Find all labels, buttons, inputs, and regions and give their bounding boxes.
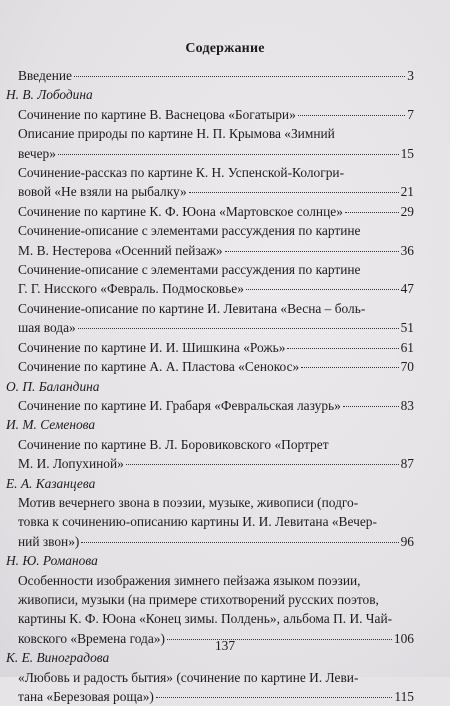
toc-entry-line: Сочинение-описание по картине И. Левитана «Весна – боль- <box>18 300 366 316</box>
toc-entry-last-line <box>18 66 414 85</box>
toc-entry <box>4 105 414 124</box>
toc-entry-text: Введение <box>18 68 72 83</box>
toc-entry-text: ковского «Времена года») <box>18 630 165 646</box>
dot-leader <box>343 406 399 407</box>
dot-leader <box>74 76 405 77</box>
toc-entry <box>4 493 414 551</box>
toc-entry-line: Особенности изображения зимнего пейзажа языком поэзии, <box>18 572 361 588</box>
toc-page-number: 87 <box>400 456 414 472</box>
dot-leader <box>345 212 399 213</box>
toc-entry <box>4 221 414 260</box>
toc-entry-text: Сочинение по картине А. А. Пластова «Сенокос» <box>18 359 300 375</box>
toc-entry <box>4 668 414 706</box>
dot-leader <box>246 289 399 290</box>
toc-entry-line: Сочинение-описание с элементами рассуждения по картине <box>18 223 361 239</box>
toc-page-number: 83 <box>400 397 414 413</box>
toc-page-number: 7 <box>407 106 414 122</box>
toc-entry-text: тана «Березовая роща») <box>18 689 154 704</box>
author-name: К. Е. Виноградова <box>6 650 110 666</box>
page-title: Содержание <box>185 41 265 56</box>
toc-page-number: 29 <box>400 203 414 219</box>
toc-entry <box>4 66 414 85</box>
toc-entry-text: Сочинение по картине И. И. Шишкина «Рожь» <box>18 339 286 355</box>
toc-entry-line: Сочинение-рассказ по картине К. Н. Успенской-Кологри- <box>18 165 345 181</box>
toc-page-number: 3 <box>407 68 414 83</box>
toc-page-number: 106 <box>393 630 414 646</box>
author-name: И. М. Семенова <box>6 417 96 433</box>
toc-page-number: 36 <box>400 242 414 258</box>
dot-leader <box>58 154 399 155</box>
toc-entry-text: вечер» <box>18 145 56 161</box>
author-name: Е. А. Казанцева <box>6 475 96 491</box>
dot-leader <box>156 697 393 698</box>
toc-entry <box>4 260 414 299</box>
toc-page-number: 70 <box>400 359 414 375</box>
toc-page-number: 15 <box>400 145 414 161</box>
toc-entry-last-line <box>18 532 414 551</box>
dot-leader <box>225 251 399 252</box>
toc-entry <box>4 163 414 202</box>
toc-entry-line: Сочинение по картине В. Л. Боровиковского «Портрет <box>18 436 329 452</box>
toc-entry-text: Сочинение по картине В. Васнецова «Богатыри» <box>18 106 296 122</box>
table-of-contents <box>4 66 414 706</box>
toc-entry-line: картины К. Ф. Юона «Конец зимы. Полдень», альбома П. И. Чай- <box>18 611 393 627</box>
toc-entry-last-line <box>18 357 414 376</box>
toc-entry <box>4 124 414 163</box>
page-number: 137 <box>214 638 236 653</box>
toc-page-number: 61 <box>400 339 414 355</box>
toc-page-number: 47 <box>400 281 414 297</box>
toc-entry-last-line <box>18 144 414 163</box>
toc-entry-last-line <box>18 105 414 124</box>
toc-entry-last-line <box>18 182 414 201</box>
toc-entry-last-line <box>18 396 414 415</box>
toc-entry <box>4 571 414 649</box>
toc-page-number: 115 <box>394 689 414 704</box>
toc-entry-last-line <box>18 687 414 706</box>
toc-entry-last-line <box>18 338 414 357</box>
toc-entry-text: Г. Г. Нисского «Февраль. Подмосковье» <box>18 281 244 297</box>
toc-entry-last-line <box>18 318 414 337</box>
toc-entry-last-line <box>18 279 414 298</box>
dot-leader <box>189 192 399 193</box>
toc-entry-line: «Любовь и радость бытия» (сочинение по картине И. Леви- <box>18 669 359 685</box>
toc-entry-line: товка к сочинению-описанию картины И. И. Левитана «Вечер- <box>18 514 377 530</box>
toc-entry <box>4 357 414 376</box>
toc-entry-line: живописи, музыки (на примере стихотворений русских поэтов, <box>18 591 379 607</box>
toc-entry <box>4 338 414 357</box>
toc-entry <box>4 435 414 474</box>
dot-leader <box>81 542 398 543</box>
dot-leader <box>301 367 398 368</box>
dot-leader <box>287 348 398 349</box>
dot-leader <box>126 464 399 465</box>
dot-leader <box>298 115 406 116</box>
toc-entry-text: Сочинение по картине К. Ф. Юона «Мартовское солнце» <box>18 203 343 219</box>
toc-entry-text: шая вода» <box>18 320 76 336</box>
toc-entry-last-line <box>18 454 414 473</box>
toc-entry <box>4 202 414 221</box>
toc-page-number: 21 <box>400 184 414 200</box>
toc-entry-text: М. И. Лопухиной» <box>18 456 124 472</box>
toc-entry-line: Описание природы по картине Н. П. Крымова «Зимний <box>18 126 335 142</box>
toc-entry-text: М. В. Нестерова «Осенний пейзаж» <box>18 242 223 258</box>
toc-entry-last-line <box>18 241 414 260</box>
author-name: Н. В. Лободина <box>6 87 93 103</box>
author-name: О. П. Баландина <box>6 378 100 394</box>
dot-leader <box>78 328 399 329</box>
toc-entry-last-line <box>18 202 414 221</box>
toc-page-number: 96 <box>400 533 414 549</box>
toc-entry <box>4 299 414 338</box>
author-name: Н. Ю. Романова <box>6 553 98 569</box>
toc-entry-text: вовой «Не взяли на рыбалку» <box>18 184 187 200</box>
toc-page-number: 51 <box>400 320 414 336</box>
toc-entry-text: ний звон») <box>18 533 80 549</box>
toc-entry-text: Сочинение по картине И. Грабаря «Февральская лазурь» <box>18 397 341 413</box>
toc-entry <box>4 396 414 415</box>
toc-entry-line: Сочинение-описание с элементами рассуждения по картине <box>18 262 361 278</box>
toc-entry-line: Мотив вечернего звона в поэзии, музыке, живописи (подго- <box>18 494 359 510</box>
